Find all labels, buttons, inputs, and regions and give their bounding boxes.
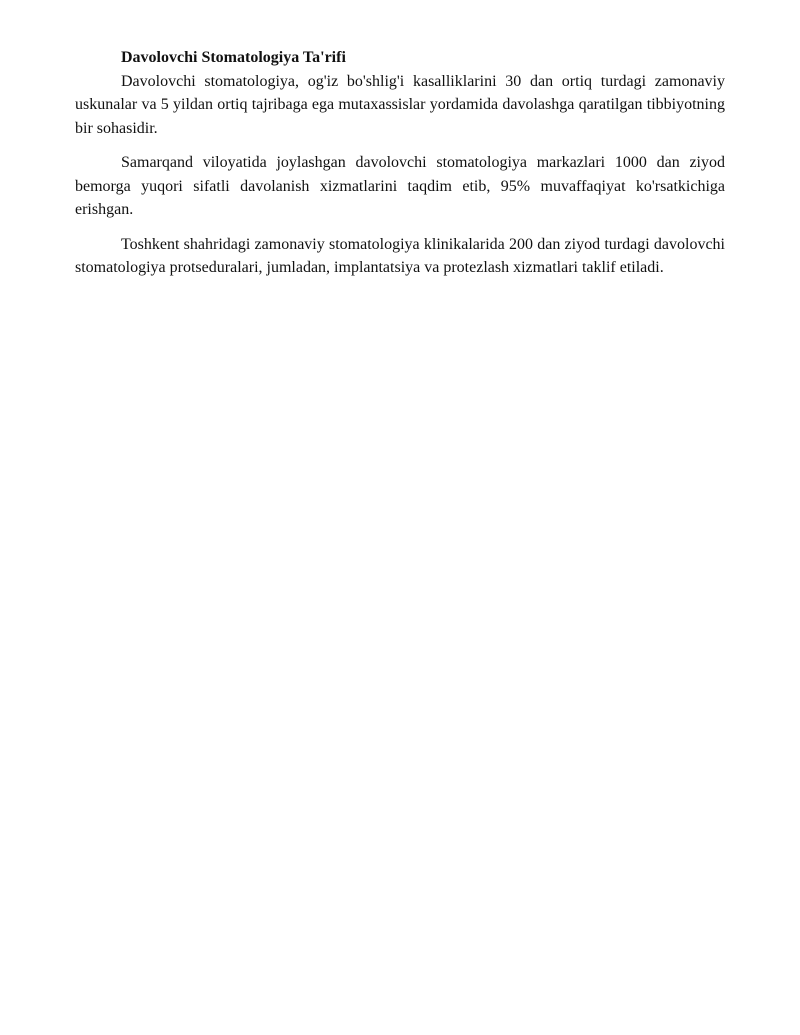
paragraph-samarqand: Samarqand viloyatida joylashgan davolovchi stomatologiya markazlari 1000 dan ziyod bemorga yuqori sifatli davolanish xizmatlarini taqdim etib, 95% muvaffaqiyat ko'rsatkichiga erishgan.: [75, 154, 725, 218]
paragraph-toshkent: Toshkent shahridagi zamonaviy stomatologiya klinikalarida 200 dan ziyod turdagi davolovchi stomatologiya protseduralari, jumladan, implantatsiya va protezlash xizmatlari taklif etiladi.: [75, 235, 725, 276]
document-body: [75, 46, 725, 291]
paragraph-definition: Davolovchi stomatologiya, og'iz bo'shlig'i kasalliklarini 30 dan ortiq turdagi zamonaviy uskunalar va 5 yildan ortiq tajribaga ega mutaxassislar yordamida davolashga qaratilgan tibbiyotning bir sohasidir.: [75, 72, 725, 137]
document-heading: Davolovchi Stomatologiya Ta'rifi: [121, 49, 346, 66]
